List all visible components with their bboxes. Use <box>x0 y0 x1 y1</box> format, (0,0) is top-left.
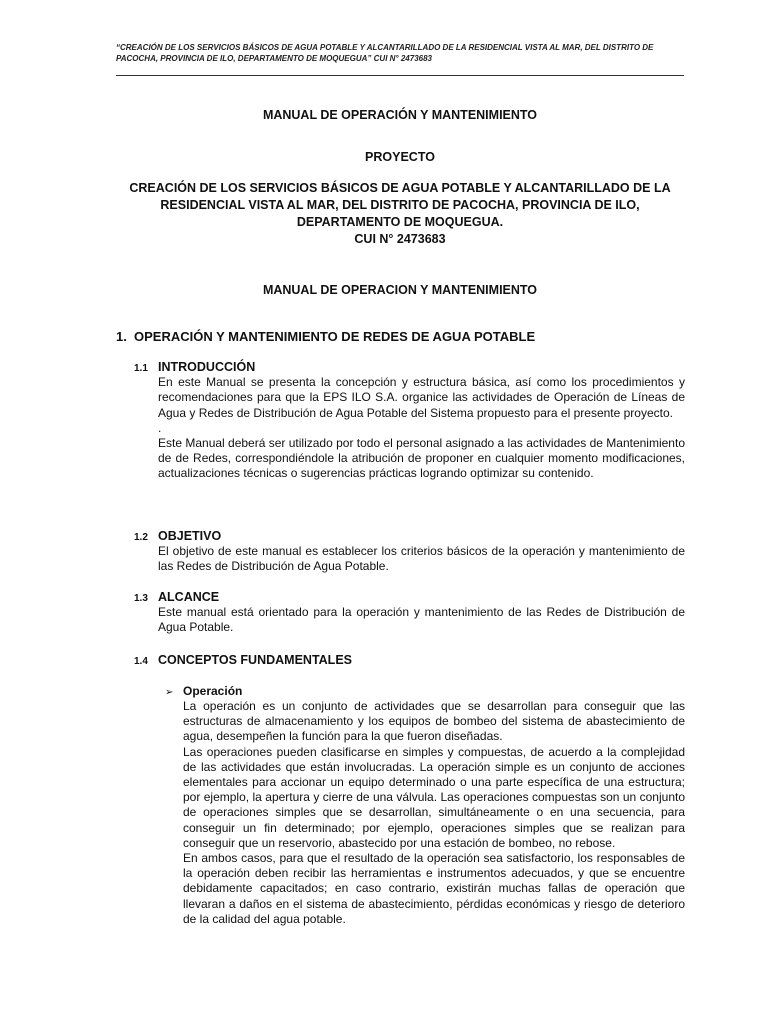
introduccion-paragraph-2: Este Manual deberá ser utilizado por todo el personal asignado a las actividades de Mantenimiento de de Redes, correspondiéndole la atribución de proponer en cualquier momento modificaciones, actualizaciones técnicas o sugerencias prácticas logrando optimizar su contenido. <box>158 435 685 481</box>
alcance-paragraph: Este manual está orientado para la operación y mantenimiento de las Redes de Distribución de Agua Potable. <box>158 605 685 635</box>
operacion-bullet-title: Operación <box>183 684 243 698</box>
project-title-line-1: CREACIÓN DE LOS SERVICIOS BÁSICOS DE AGUA POTABLE Y ALCANTARILLADO DE LA <box>129 181 671 195</box>
section-1-title: OPERACIÓN Y MANTENIMIENTO DE REDES DE AGUA POTABLE <box>134 329 536 344</box>
subsection-1-4-heading <box>134 652 352 670</box>
operacion-paragraph-2: Las operaciones pueden clasificarse en simples y compuestas, de acuerdo a la complejidad de las actividades que están involucradas. La operación simple es un conjunto de acciones elementales para accionar un equipo determinado o una parte específica de una estructura; por ejemplo, la apertura y cierre de una válvula. Las operaciones compuestas son un conjunto de operaciones simples que se desarrollan, simultáneamente o en una secuencia, para conseguir un fin determinado; por ejemplo, operaciones simples que se realizan para conseguir que un reservorio, abastecido por una estación de bombeo, no rebose. <box>183 744 685 850</box>
manual-subtitle: MANUAL DE OPERACION Y MANTENIMIENTO <box>262 283 538 297</box>
subsection-number: 1.3 <box>134 593 148 604</box>
introduccion-body <box>158 375 685 482</box>
operacion-body <box>183 699 685 927</box>
objetivo-body <box>158 544 685 575</box>
section-1-number: 1. <box>116 329 127 344</box>
subsection-title: INTRODUCCIÓN <box>158 360 256 374</box>
objetivo-paragraph: El objetivo de este manual es establecer los criterios básicos de la operación y mantenimiento de las Redes de Distribución de Agua Potable. <box>158 544 685 574</box>
stray-dot: . <box>158 420 162 435</box>
running-header: “CREACIÓN DE LOS SERVICIOS BÁSICOS DE AGUA POTABLE Y ALCANTARILLADO DE LA RESIDENCIAL VISTA AL MAR, DEL DISTRITO DE PACOCHA, PROVINCIA DE ILO, DEPARTAMENTO DE MOQUEGUA” CUI N° 2473683 <box>116 43 654 63</box>
subsection-number: 1.4 <box>134 656 148 667</box>
header-divider <box>116 75 684 76</box>
alcance-body <box>158 605 685 636</box>
manual-title: MANUAL DE OPERACIÓN Y MANTENIMIENTO <box>262 108 538 122</box>
proyecto-heading: PROYECTO <box>365 150 435 164</box>
subsection-title: CONCEPTOS FUNDAMENTALES <box>158 653 352 667</box>
project-title-line-3: DEPARTAMENTO DE MOQUEGUA. <box>296 215 504 229</box>
project-title-line-2: RESIDENCIAL VISTA AL MAR, DEL DISTRITO DE PACOCHA, PROVINCIA DE ILO, <box>160 198 640 212</box>
operacion-paragraph-1: La operación es un conjunto de actividades que se desarrollan para conseguir que las estructuras de almacenamiento y los equipos de bombeo del sistema de abastecimiento de agua, desempeñen la función para la que fueron diseñadas. <box>183 699 685 744</box>
subsection-title: OBJETIVO <box>158 529 222 543</box>
subsection-title: ALCANCE <box>158 590 220 604</box>
introduccion-paragraph-1: En este Manual se presenta la concepción y estructura básica, así como los procedimientos y recomendaciones para que la EPS ILO S.A. organice las actividades de Operación de Líneas de Agua y Redes de Distribución de Agua Potable del Sistema propuesto para el presente proyecto. <box>158 375 685 420</box>
operacion-paragraph-3: En ambos casos, para que el resultado de la operación sea satisfactorio, los responsables de la operación deben recibir las herramientas e instrumentos adecuados, y que se encuentre debidamente capacitados; en caso contrario, existirán muchas fallas de operación que llevaran a daños en el sistema de abastecimiento, pérdidas económicas y riesgo de deterioro de la calidad del agua potable. <box>183 851 685 926</box>
arrow-bullet-icon: ➢ <box>165 687 174 698</box>
subsection-number: 1.1 <box>134 363 148 374</box>
section-1-heading <box>116 328 684 345</box>
operacion-bullet <box>165 684 242 700</box>
subsection-number: 1.2 <box>134 532 148 543</box>
project-cui: CUI N° 2473683 <box>354 232 446 246</box>
